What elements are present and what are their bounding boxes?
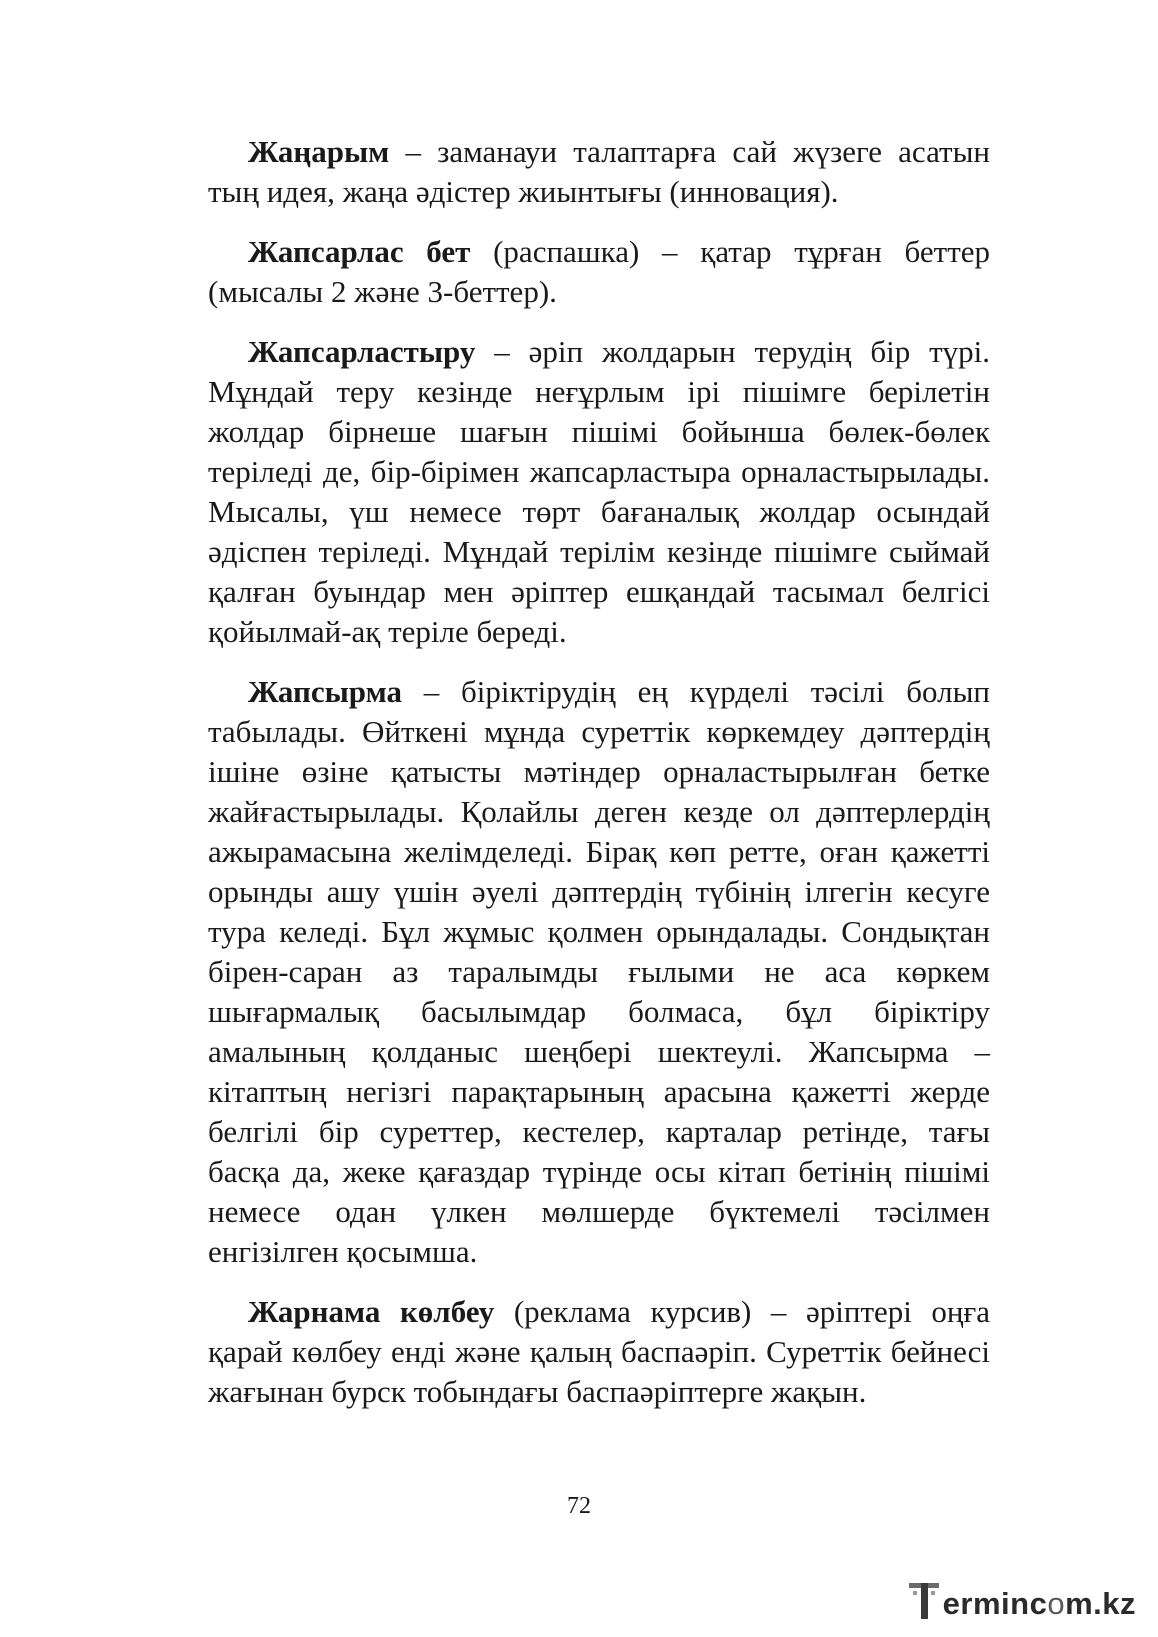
entry-term: Жапсарластыру — [248, 334, 476, 369]
watermark-text-b: m.kz — [1065, 1586, 1136, 1621]
entry-zhapsarlas-bet — [208, 232, 990, 312]
entry-zharnama-kolbeu — [208, 1292, 990, 1412]
entry-definition: – әріп жолдарын терудің бір түрі. Мұндай теру кезінде неғұрлым ірі пішімге берілетін жолдар бірнеше шағын пішімі бойынша бөлек-бөлек теріледі де, бір-бірімен жапсарластыра орналастырылады. Мысалы, үш немесе төрт бағаналық жолдар осындай әдіспен теріледі. Мұндай терілім кезінде пішімге сыймай қалған буындар мен әріптер ешқандай тасымал белгісі қойылмай-ақ теріле береді. — [208, 334, 990, 649]
entry-zhapsyrma — [208, 672, 990, 1272]
entry-zhapsarlastyru — [208, 332, 990, 652]
watermark-text-a: erminc — [942, 1586, 1048, 1621]
entry-definition: – заманауи талаптарға сай жүзеге асатын тың идея, жаңа әдістер жиынтығы (инновация). — [208, 134, 990, 209]
magnifier-o-icon: o — [1047, 1586, 1066, 1621]
entry-term: Жапсарлас бет — [248, 234, 471, 269]
watermark-text — [943, 1587, 1136, 1621]
entry-zhanarym — [208, 132, 990, 212]
terminkom-t-logo-icon — [909, 1579, 941, 1621]
entry-definition: – біріктірудің ең күрделі тәсілі болып табылады. Өйткені мұнда суреттік көркемдеу дәптердің ішіне өзіне қатысты мәтіндер орналастырылған бетке жайғастырылады. Қолайлы деген кезде ол дәптерлердің ажырамасына желімделеді. Бірақ көп ретте, оған қажетті орынды ашу үшін әуелі дәптердің түбінің ілгегін кесуге тура келеді. Бұл жұмыс қолмен орындалады. Сондықтан бірен-саран аз таралымды ғылыми не аса көркем шығармалық басылымдар болмаса, бұл біріктіру амалының қолданыс шеңбері шектеулі. Жапсырма – кітаптың негізгі парақтарының арасына қажетті жерде белгілі бір суреттер, кестелер, карталар ретінде, тағы басқа да, жеке қағаздар түрінде осы кітап бетінің пішімі немесе одан үлкен мөлшерде бүктемелі тәсілмен енгізілген қосымша. — [208, 674, 990, 1269]
entry-term: Жарнама көлбеу — [248, 1294, 495, 1329]
page-body — [208, 132, 990, 1432]
page-number: 72 — [567, 1493, 591, 1519]
entry-definition: (распашка) – қатар тұрған беттер (мысалы 2 және 3-беттер). — [208, 234, 990, 309]
entry-definition: (реклама курсив) – әріптері оңға қарай көлбеу енді және қалың баспаәріп. Суреттік бейнесі жағынан бурск тобындағы баспаәріптерге жақын. — [208, 1294, 990, 1409]
terminkom-watermark — [909, 1575, 1136, 1621]
entry-term: Жаңарым — [248, 134, 390, 169]
entry-term: Жапсырма — [248, 674, 402, 709]
